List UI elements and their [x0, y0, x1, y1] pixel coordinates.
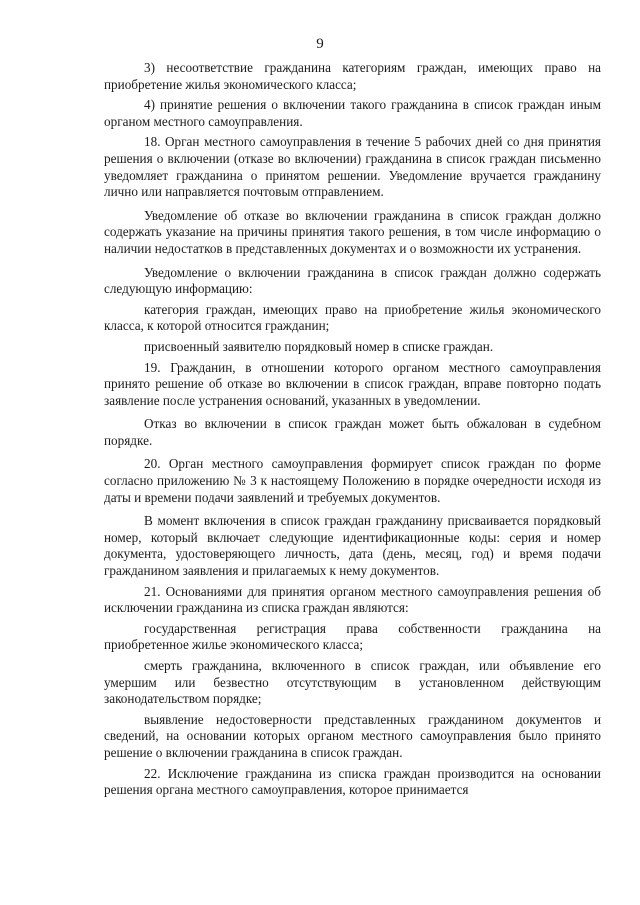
- paragraph-section-20: 20. Орган местного самоуправления формирует список граждан по форме согласно приложению № 3 к настоящему Положению в порядке очередности исходя из даты и времени подачи заявлений и требуемых документов.: [104, 456, 601, 505]
- document-body: [104, 60, 601, 803]
- paragraph-section-18: 18. Орган местного самоуправления в течение 5 рабочих дней со дня принятия решения о включении (отказе во включении) гражданина в список граждан письменно уведомляет гражданина о принятом решении. Уведомление вручается гражданину лично или направляется почтовым отправлением.: [104, 134, 601, 200]
- paragraph-death-ground: смерть гражданина, включенного в список граждан, или объявление его умершим или безвестно отсутствующим в установленном действующим законодательством порядке;: [104, 658, 601, 707]
- paragraph-appeal: Отказ во включении в список граждан может быть обжалован в судебном порядке.: [104, 416, 601, 448]
- paragraph-item-4: 4) принятие решения о включении такого гражданина в список граждан иным органом местного самоуправления.: [104, 97, 601, 129]
- paragraph-refusal-notice: Уведомление об отказе во включении гражданина в список граждан должно содержать указание на причины принятия такого решения, в том числе информацию о наличии недостатков в представленных документах и о возможности их устранения.: [104, 207, 601, 256]
- paragraph-registration-ground: государственная регистрация права собственности гражданина на приобретенное жилье экономического класса;: [104, 620, 601, 653]
- page-number: 9: [316, 36, 324, 52]
- paragraph-ordinal-number: В момент включения в список граждан гражданину присваивается порядковый номер, который включает следующие идентификационные коды: серия и номер документа, удостоверяющего личность, дата (день, месяц, год) и время подачи гражданином заявления и прилагаемых к нему документов.: [104, 513, 601, 579]
- paragraph-category-info: категория граждан, имеющих право на приобретение жилья экономического класса, к которой относится гражданин;: [104, 301, 601, 334]
- paragraph-assigned-number: присвоенный заявителю порядковый номер в списке граждан.: [144, 338, 494, 354]
- paragraph-section-22: 22. Исключение гражданина из списка граждан производится на основании решения органа местного самоуправления, которое принимается: [104, 765, 601, 798]
- paragraph-falsity-ground: выявление недостоверности представленных гражданином документов и сведений, на основании которых органом местного самоуправления было принято решение о включении гражданина в список граждан.: [104, 711, 601, 760]
- paragraph-section-19: 19. Гражданин, в отношении которого органом местного самоуправления принято решение об отказе во включении в список граждан, вправе повторно подать заявление после устранения оснований, указанных в уведомлении.: [104, 359, 601, 408]
- paragraph-section-21: 21. Основаниями для принятия органом местного самоуправления решения об исключении гражданина из списка граждан являются:: [104, 583, 601, 616]
- paragraph-item-3: 3) несоответствие гражданина категориям граждан, имеющих право на приобретение жилья экономического класса;: [104, 60, 601, 92]
- paragraph-inclusion-notice: Уведомление о включении гражданина в список граждан должно содержать следующую информацию:: [104, 264, 601, 297]
